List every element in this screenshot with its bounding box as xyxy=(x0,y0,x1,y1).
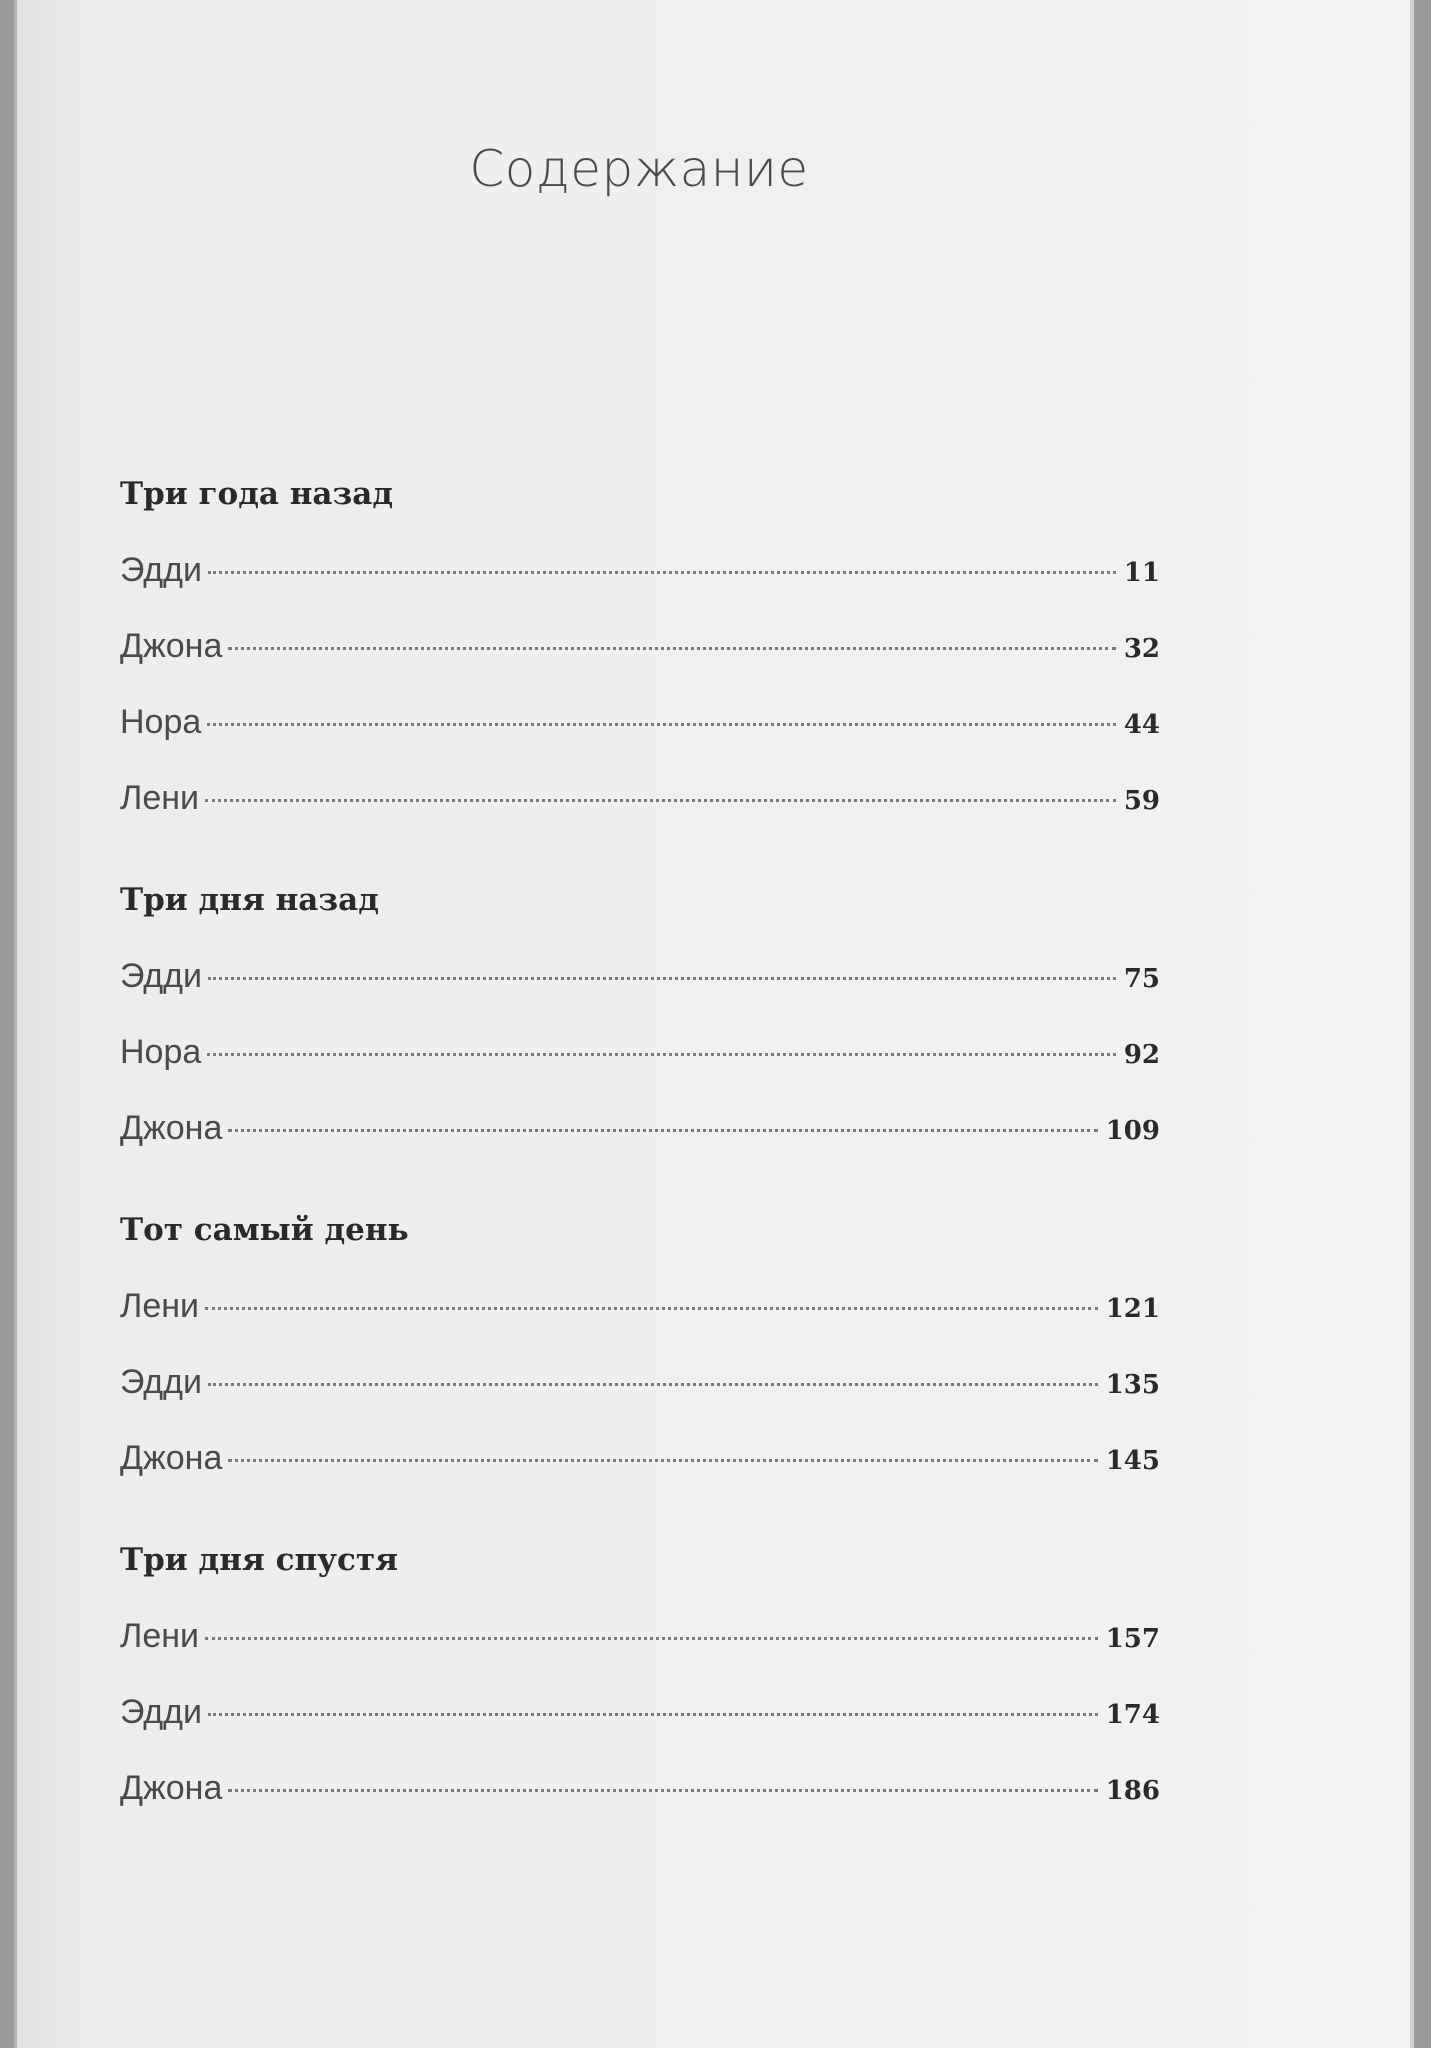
dot-leader xyxy=(205,799,1116,802)
entry-page-number: 157 xyxy=(1105,1624,1160,1654)
toc-entry xyxy=(120,1344,1160,1420)
entry-name: Джона xyxy=(120,1109,223,1147)
toc-entry xyxy=(120,1420,1160,1496)
toc-entry xyxy=(120,938,1160,1014)
dot-leader xyxy=(208,1713,1098,1716)
dot-leader xyxy=(228,1459,1097,1462)
toc-entry xyxy=(120,1674,1160,1750)
toc-entry xyxy=(120,760,1160,836)
toc-entry xyxy=(120,684,1160,760)
entry-name: Джона xyxy=(120,1439,223,1477)
table-of-contents xyxy=(120,468,1160,1864)
entry-page-number: 44 xyxy=(1123,710,1160,740)
entry-page-number: 174 xyxy=(1105,1700,1160,1730)
entry-name: Эдди xyxy=(120,1363,202,1401)
toc-entry xyxy=(120,1090,1160,1166)
toc-entry xyxy=(120,1750,1160,1826)
section-title: Тот самый день xyxy=(120,1212,409,1248)
page-title: Содержание xyxy=(469,140,809,198)
entry-name: Джона xyxy=(120,1769,223,1807)
entry-name: Джона xyxy=(120,627,223,665)
toc-entry xyxy=(120,608,1160,684)
entry-page-number: 145 xyxy=(1105,1446,1160,1476)
entry-page-number: 11 xyxy=(1123,558,1160,588)
dot-leader xyxy=(228,647,1115,650)
toc-section xyxy=(120,1534,1160,1826)
section-title: Три года назад xyxy=(120,476,394,512)
section-title: Три дня спустя xyxy=(120,1542,398,1578)
dot-leader xyxy=(228,1129,1097,1132)
toc-entry xyxy=(120,1268,1160,1344)
dot-leader xyxy=(205,1307,1098,1310)
dot-leader xyxy=(205,1637,1098,1640)
entry-name: Лени xyxy=(120,1287,199,1325)
dot-leader xyxy=(208,1383,1098,1386)
entry-name: Лени xyxy=(120,1617,199,1655)
entry-name: Эдди xyxy=(120,551,202,589)
entry-page-number: 121 xyxy=(1105,1294,1160,1324)
toc-section xyxy=(120,468,1160,836)
dot-leader xyxy=(208,977,1116,980)
entry-page-number: 186 xyxy=(1105,1776,1160,1806)
toc-section xyxy=(120,1204,1160,1496)
dot-leader xyxy=(228,1789,1097,1792)
entry-name: Нора xyxy=(120,703,202,741)
toc-entry xyxy=(120,532,1160,608)
entry-name: Нора xyxy=(120,1033,202,1071)
toc-section xyxy=(120,874,1160,1166)
entry-page-number: 109 xyxy=(1105,1116,1160,1146)
entry-page-number: 135 xyxy=(1105,1370,1160,1400)
book-page xyxy=(14,0,1414,2048)
entry-name: Эдди xyxy=(120,1693,202,1731)
entry-name: Эдди xyxy=(120,957,202,995)
entry-page-number: 75 xyxy=(1123,964,1160,994)
entry-page-number: 92 xyxy=(1123,1040,1160,1070)
entry-page-number: 59 xyxy=(1123,786,1160,816)
dot-leader xyxy=(207,723,1116,726)
toc-entry xyxy=(120,1014,1160,1090)
dot-leader xyxy=(207,1053,1116,1056)
dot-leader xyxy=(208,571,1116,574)
toc-entry xyxy=(120,1598,1160,1674)
entry-name: Лени xyxy=(120,779,199,817)
section-title: Три дня назад xyxy=(120,882,379,918)
entry-page-number: 32 xyxy=(1123,634,1160,664)
